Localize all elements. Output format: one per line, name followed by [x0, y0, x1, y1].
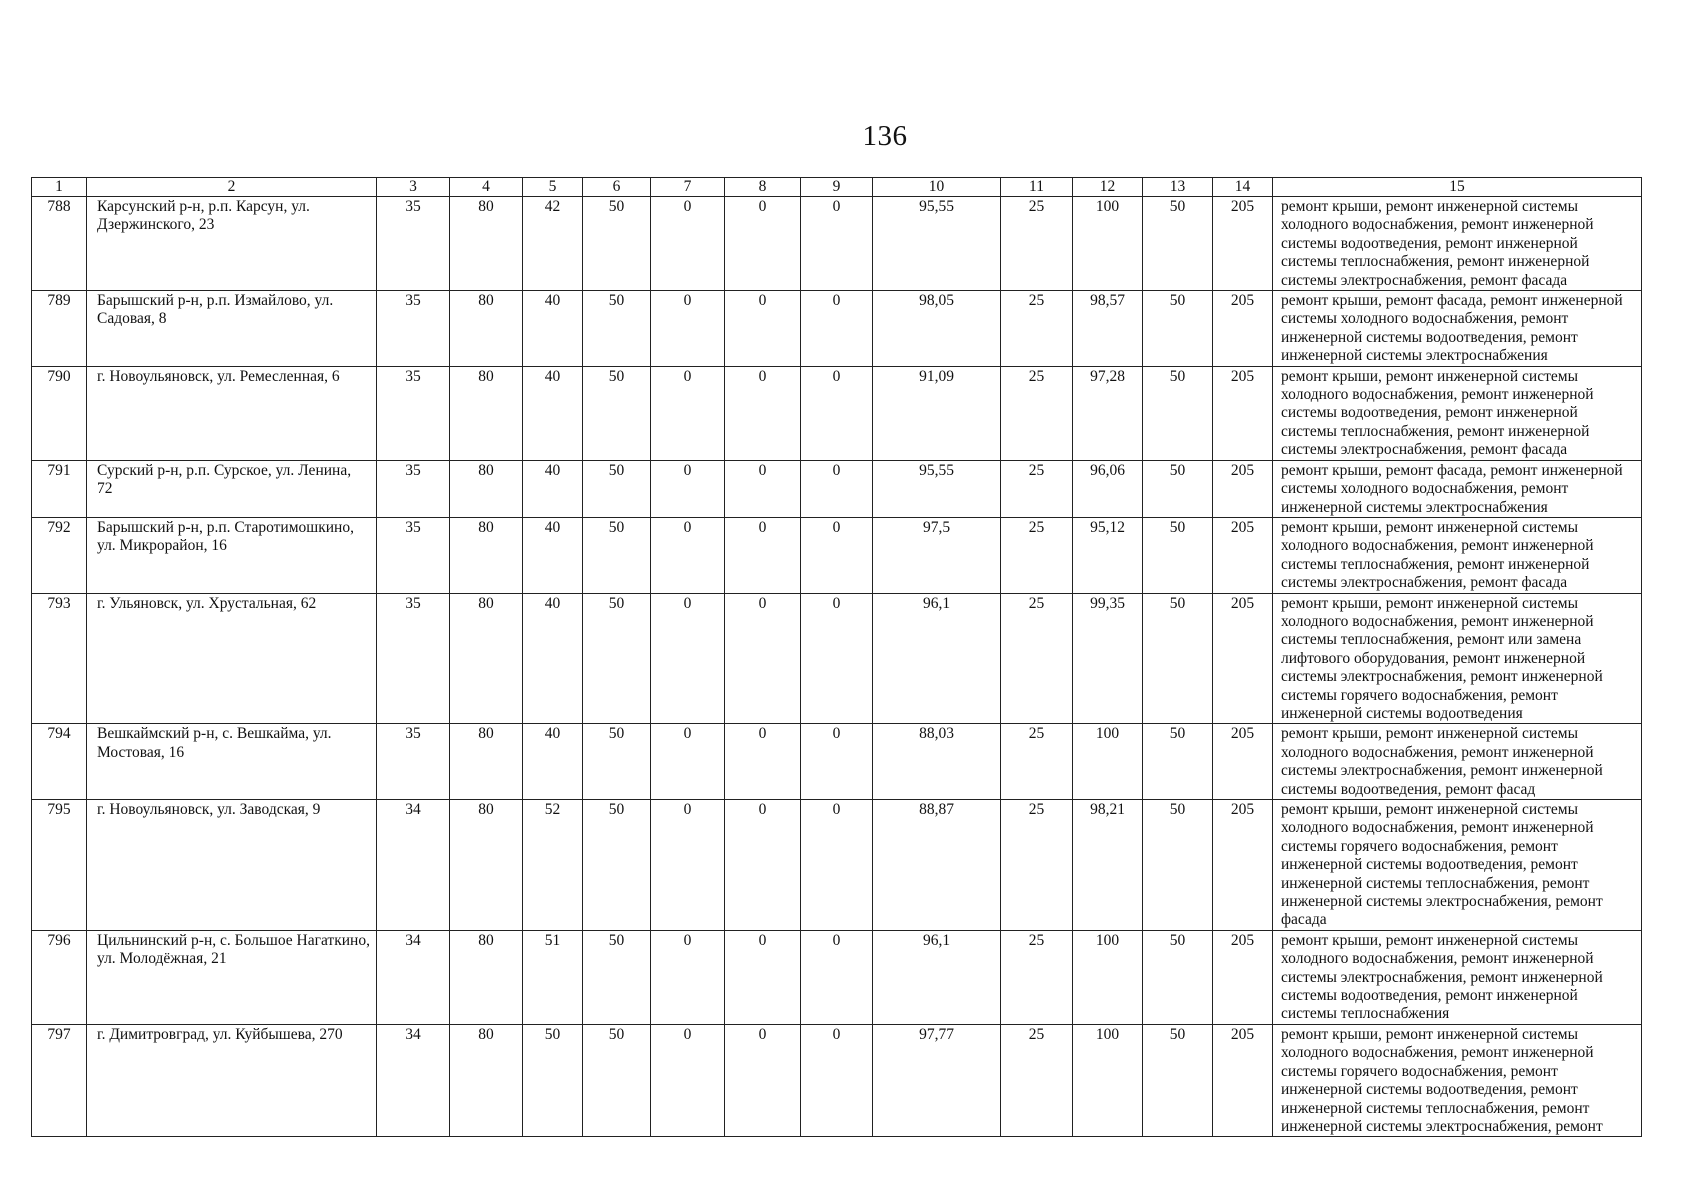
value-cell: 100: [1073, 930, 1143, 1024]
table-row: [32, 517, 1642, 593]
value-cell: 0: [801, 517, 873, 593]
value-cell: 205: [1213, 366, 1273, 460]
works-cell: ремонт крыши, ремонт инженерной системы холодного водоснабжения, ремонт инженерной системы теплоснабжения, ремонт инженерной системы электроснабжения, ремонт фасада: [1273, 517, 1642, 593]
column-header: 6: [583, 178, 651, 197]
row-number: 795: [32, 800, 87, 931]
works-cell: ремонт крыши, ремонт инженерной системы холодного водоснабжения, ремонт инженерной системы электроснабжения, ремонт инженерной системы водоотведения, ремонт фасад: [1273, 724, 1642, 800]
value-cell: 40: [523, 593, 583, 724]
value-cell: 91,09: [873, 366, 1001, 460]
value-cell: 40: [523, 517, 583, 593]
value-cell: 205: [1213, 1024, 1273, 1136]
table-row: [32, 460, 1642, 517]
value-cell: 205: [1213, 593, 1273, 724]
value-cell: 0: [651, 197, 725, 291]
table-row: [32, 366, 1642, 460]
value-cell: 50: [1143, 1024, 1213, 1136]
value-cell: 50: [583, 366, 651, 460]
value-cell: 25: [1001, 1024, 1073, 1136]
value-cell: 0: [725, 1024, 801, 1136]
table-row: [32, 291, 1642, 367]
row-number: 797: [32, 1024, 87, 1136]
address-cell: г. Ульяновск, ул. Хрустальная, 62: [87, 593, 377, 724]
value-cell: 0: [801, 460, 873, 517]
address-cell: Цильнинский р-н, с. Большое Нагаткино, ул. Молодёжная, 21: [87, 930, 377, 1024]
table-row: [32, 197, 1642, 291]
column-header: 4: [450, 178, 523, 197]
value-cell: 50: [583, 930, 651, 1024]
column-header: 15: [1273, 178, 1642, 197]
value-cell: 34: [377, 930, 450, 1024]
table-row: [32, 930, 1642, 1024]
value-cell: 80: [450, 930, 523, 1024]
value-cell: 0: [801, 366, 873, 460]
value-cell: 25: [1001, 460, 1073, 517]
value-cell: 96,06: [1073, 460, 1143, 517]
value-cell: 25: [1001, 724, 1073, 800]
value-cell: 80: [450, 1024, 523, 1136]
value-cell: 0: [651, 800, 725, 931]
address-cell: Барышский р-н, р.п. Старотимошкино, ул. Микрорайон, 16: [87, 517, 377, 593]
value-cell: 0: [801, 800, 873, 931]
value-cell: 88,87: [873, 800, 1001, 931]
value-cell: 100: [1073, 197, 1143, 291]
column-header: 7: [651, 178, 725, 197]
value-cell: 99,35: [1073, 593, 1143, 724]
value-cell: 0: [725, 930, 801, 1024]
value-cell: 0: [801, 1024, 873, 1136]
value-cell: 100: [1073, 724, 1143, 800]
works-cell: ремонт крыши, ремонт инженерной системы холодного водоснабжения, ремонт инженерной системы электроснабжения, ремонт инженерной системы водоотведения, ремонт инженерной системы теплоснабжения: [1273, 930, 1642, 1024]
value-cell: 50: [1143, 291, 1213, 367]
value-cell: 100: [1073, 1024, 1143, 1136]
value-cell: 0: [801, 197, 873, 291]
value-cell: 80: [450, 197, 523, 291]
value-cell: 96,1: [873, 593, 1001, 724]
value-cell: 80: [450, 291, 523, 367]
value-cell: 205: [1213, 930, 1273, 1024]
value-cell: 95,55: [873, 460, 1001, 517]
row-number: 796: [32, 930, 87, 1024]
works-cell: ремонт крыши, ремонт фасада, ремонт инженерной системы холодного водоснабжения, ремонт инженерной системы электроснабжения: [1273, 460, 1642, 517]
value-cell: 50: [1143, 800, 1213, 931]
column-header: 3: [377, 178, 450, 197]
value-cell: 0: [725, 517, 801, 593]
address-cell: Вешкаймский р-н, с. Вешкайма, ул. Мостовая, 16: [87, 724, 377, 800]
address-cell: г. Димитровград, ул. Куйбышева, 270: [87, 1024, 377, 1136]
table-body: [32, 178, 1642, 1137]
value-cell: 35: [377, 593, 450, 724]
works-cell: ремонт крыши, ремонт инженерной системы холодного водоснабжения, ремонт инженерной системы водоотведения, ремонт инженерной системы теплоснабжения, ремонт инженерной системы электроснабжения, ремонт фасада: [1273, 366, 1642, 460]
value-cell: 0: [801, 930, 873, 1024]
column-header: 2: [87, 178, 377, 197]
address-cell: Барышский р-н, р.п. Измайлово, ул. Садовая, 8: [87, 291, 377, 367]
value-cell: 50: [1143, 460, 1213, 517]
value-cell: 0: [651, 291, 725, 367]
value-cell: 50: [583, 593, 651, 724]
value-cell: 0: [651, 366, 725, 460]
value-cell: 50: [1143, 593, 1213, 724]
value-cell: 80: [450, 460, 523, 517]
row-number: 791: [32, 460, 87, 517]
value-cell: 42: [523, 197, 583, 291]
value-cell: 50: [583, 800, 651, 931]
value-cell: 0: [651, 1024, 725, 1136]
value-cell: 25: [1001, 291, 1073, 367]
value-cell: 40: [523, 366, 583, 460]
table-row: [32, 1024, 1642, 1136]
value-cell: 0: [651, 593, 725, 724]
column-header: 1: [32, 178, 87, 197]
row-number: 794: [32, 724, 87, 800]
value-cell: 0: [725, 593, 801, 724]
row-number: 790: [32, 366, 87, 460]
value-cell: 98,57: [1073, 291, 1143, 367]
works-cell: ремонт крыши, ремонт инженерной системы холодного водоснабжения, ремонт инженерной системы водоотведения, ремонт инженерной системы теплоснабжения, ремонт инженерной системы электроснабжения, ремонт фасада: [1273, 197, 1642, 291]
value-cell: 0: [801, 724, 873, 800]
value-cell: 97,5: [873, 517, 1001, 593]
value-cell: 50: [583, 1024, 651, 1136]
works-cell: ремонт крыши, ремонт инженерной системы холодного водоснабжения, ремонт инженерной системы горячего водоснабжения, ремонт инженерной системы водоотведения, ремонт инженерной системы теплоснабжения, ремонт инженерной системы электроснабжения, ремонт фасада: [1273, 800, 1642, 931]
value-cell: 50: [1143, 724, 1213, 800]
value-cell: 0: [725, 197, 801, 291]
value-cell: 0: [651, 724, 725, 800]
value-cell: 205: [1213, 197, 1273, 291]
value-cell: 98,05: [873, 291, 1001, 367]
value-cell: 205: [1213, 800, 1273, 931]
value-cell: 51: [523, 930, 583, 1024]
value-cell: 40: [523, 460, 583, 517]
works-cell: ремонт крыши, ремонт инженерной системы холодного водоснабжения, ремонт инженерной системы горячего водоснабжения, ремонт инженерной системы водоотведения, ремонт инженерной системы теплоснабжения, ремонт инженерной системы электроснабжения, ремонт: [1273, 1024, 1642, 1136]
column-header: 12: [1073, 178, 1143, 197]
value-cell: 0: [651, 930, 725, 1024]
value-cell: 80: [450, 517, 523, 593]
value-cell: 25: [1001, 517, 1073, 593]
value-cell: 205: [1213, 291, 1273, 367]
value-cell: 40: [523, 291, 583, 367]
value-cell: 50: [1143, 197, 1213, 291]
value-cell: 25: [1001, 800, 1073, 931]
header-row: [32, 178, 1642, 197]
value-cell: 96,1: [873, 930, 1001, 1024]
row-number: 789: [32, 291, 87, 367]
value-cell: 97,28: [1073, 366, 1143, 460]
value-cell: 80: [450, 800, 523, 931]
value-cell: 25: [1001, 593, 1073, 724]
table-row: [32, 800, 1642, 931]
row-number: 792: [32, 517, 87, 593]
value-cell: 35: [377, 724, 450, 800]
value-cell: 50: [583, 291, 651, 367]
column-header: 11: [1001, 178, 1073, 197]
table-row: [32, 724, 1642, 800]
value-cell: 50: [523, 1024, 583, 1136]
value-cell: 34: [377, 1024, 450, 1136]
table-row: [32, 593, 1642, 724]
value-cell: 205: [1213, 517, 1273, 593]
value-cell: 95,12: [1073, 517, 1143, 593]
value-cell: 35: [377, 517, 450, 593]
value-cell: 0: [725, 724, 801, 800]
value-cell: 0: [725, 800, 801, 931]
row-number: 793: [32, 593, 87, 724]
value-cell: 35: [377, 366, 450, 460]
address-cell: Карсунский р-н, р.п. Карсун, ул. Дзержинского, 23: [87, 197, 377, 291]
value-cell: 52: [523, 800, 583, 931]
address-cell: г. Новоульяновск, ул. Заводская, 9: [87, 800, 377, 931]
value-cell: 80: [450, 593, 523, 724]
page-number: 136: [862, 120, 908, 152]
value-cell: 50: [583, 197, 651, 291]
value-cell: 0: [651, 460, 725, 517]
value-cell: 205: [1213, 460, 1273, 517]
value-cell: 80: [450, 366, 523, 460]
row-number: 788: [32, 197, 87, 291]
value-cell: 25: [1001, 366, 1073, 460]
value-cell: 34: [377, 800, 450, 931]
works-cell: ремонт крыши, ремонт фасада, ремонт инженерной системы холодного водоснабжения, ремонт инженерной системы водоотведения, ремонт инженерной системы электроснабжения: [1273, 291, 1642, 367]
column-header: 9: [801, 178, 873, 197]
column-header: 14: [1213, 178, 1273, 197]
column-header: 10: [873, 178, 1001, 197]
value-cell: 0: [725, 291, 801, 367]
value-cell: 50: [1143, 366, 1213, 460]
address-cell: Сурский р-н, р.п. Сурское, ул. Ленина, 72: [87, 460, 377, 517]
value-cell: 95,55: [873, 197, 1001, 291]
value-cell: 205: [1213, 724, 1273, 800]
value-cell: 35: [377, 197, 450, 291]
value-cell: 50: [1143, 930, 1213, 1024]
value-cell: 97,77: [873, 1024, 1001, 1136]
value-cell: 0: [801, 291, 873, 367]
value-cell: 98,21: [1073, 800, 1143, 931]
value-cell: 35: [377, 460, 450, 517]
value-cell: 50: [583, 724, 651, 800]
value-cell: 80: [450, 724, 523, 800]
value-cell: 25: [1001, 930, 1073, 1024]
value-cell: 40: [523, 724, 583, 800]
value-cell: 88,03: [873, 724, 1001, 800]
value-cell: 0: [725, 460, 801, 517]
column-header: 8: [725, 178, 801, 197]
value-cell: 0: [651, 517, 725, 593]
registry-table: [31, 177, 1642, 1137]
column-header: 13: [1143, 178, 1213, 197]
address-cell: г. Новоульяновск, ул. Ремесленная, 6: [87, 366, 377, 460]
value-cell: 50: [583, 460, 651, 517]
value-cell: 35: [377, 291, 450, 367]
value-cell: 25: [1001, 197, 1073, 291]
works-cell: ремонт крыши, ремонт инженерной системы холодного водоснабжения, ремонт инженерной системы теплоснабжения, ремонт или замена лифтового оборудования, ремонт инженерной системы электроснабжения, ремонт инженерной системы горячего водоснабжения, ремонт инженерной системы водоотведения: [1273, 593, 1642, 724]
value-cell: 0: [725, 366, 801, 460]
column-header: 5: [523, 178, 583, 197]
value-cell: 50: [1143, 517, 1213, 593]
value-cell: 0: [801, 593, 873, 724]
value-cell: 50: [583, 517, 651, 593]
